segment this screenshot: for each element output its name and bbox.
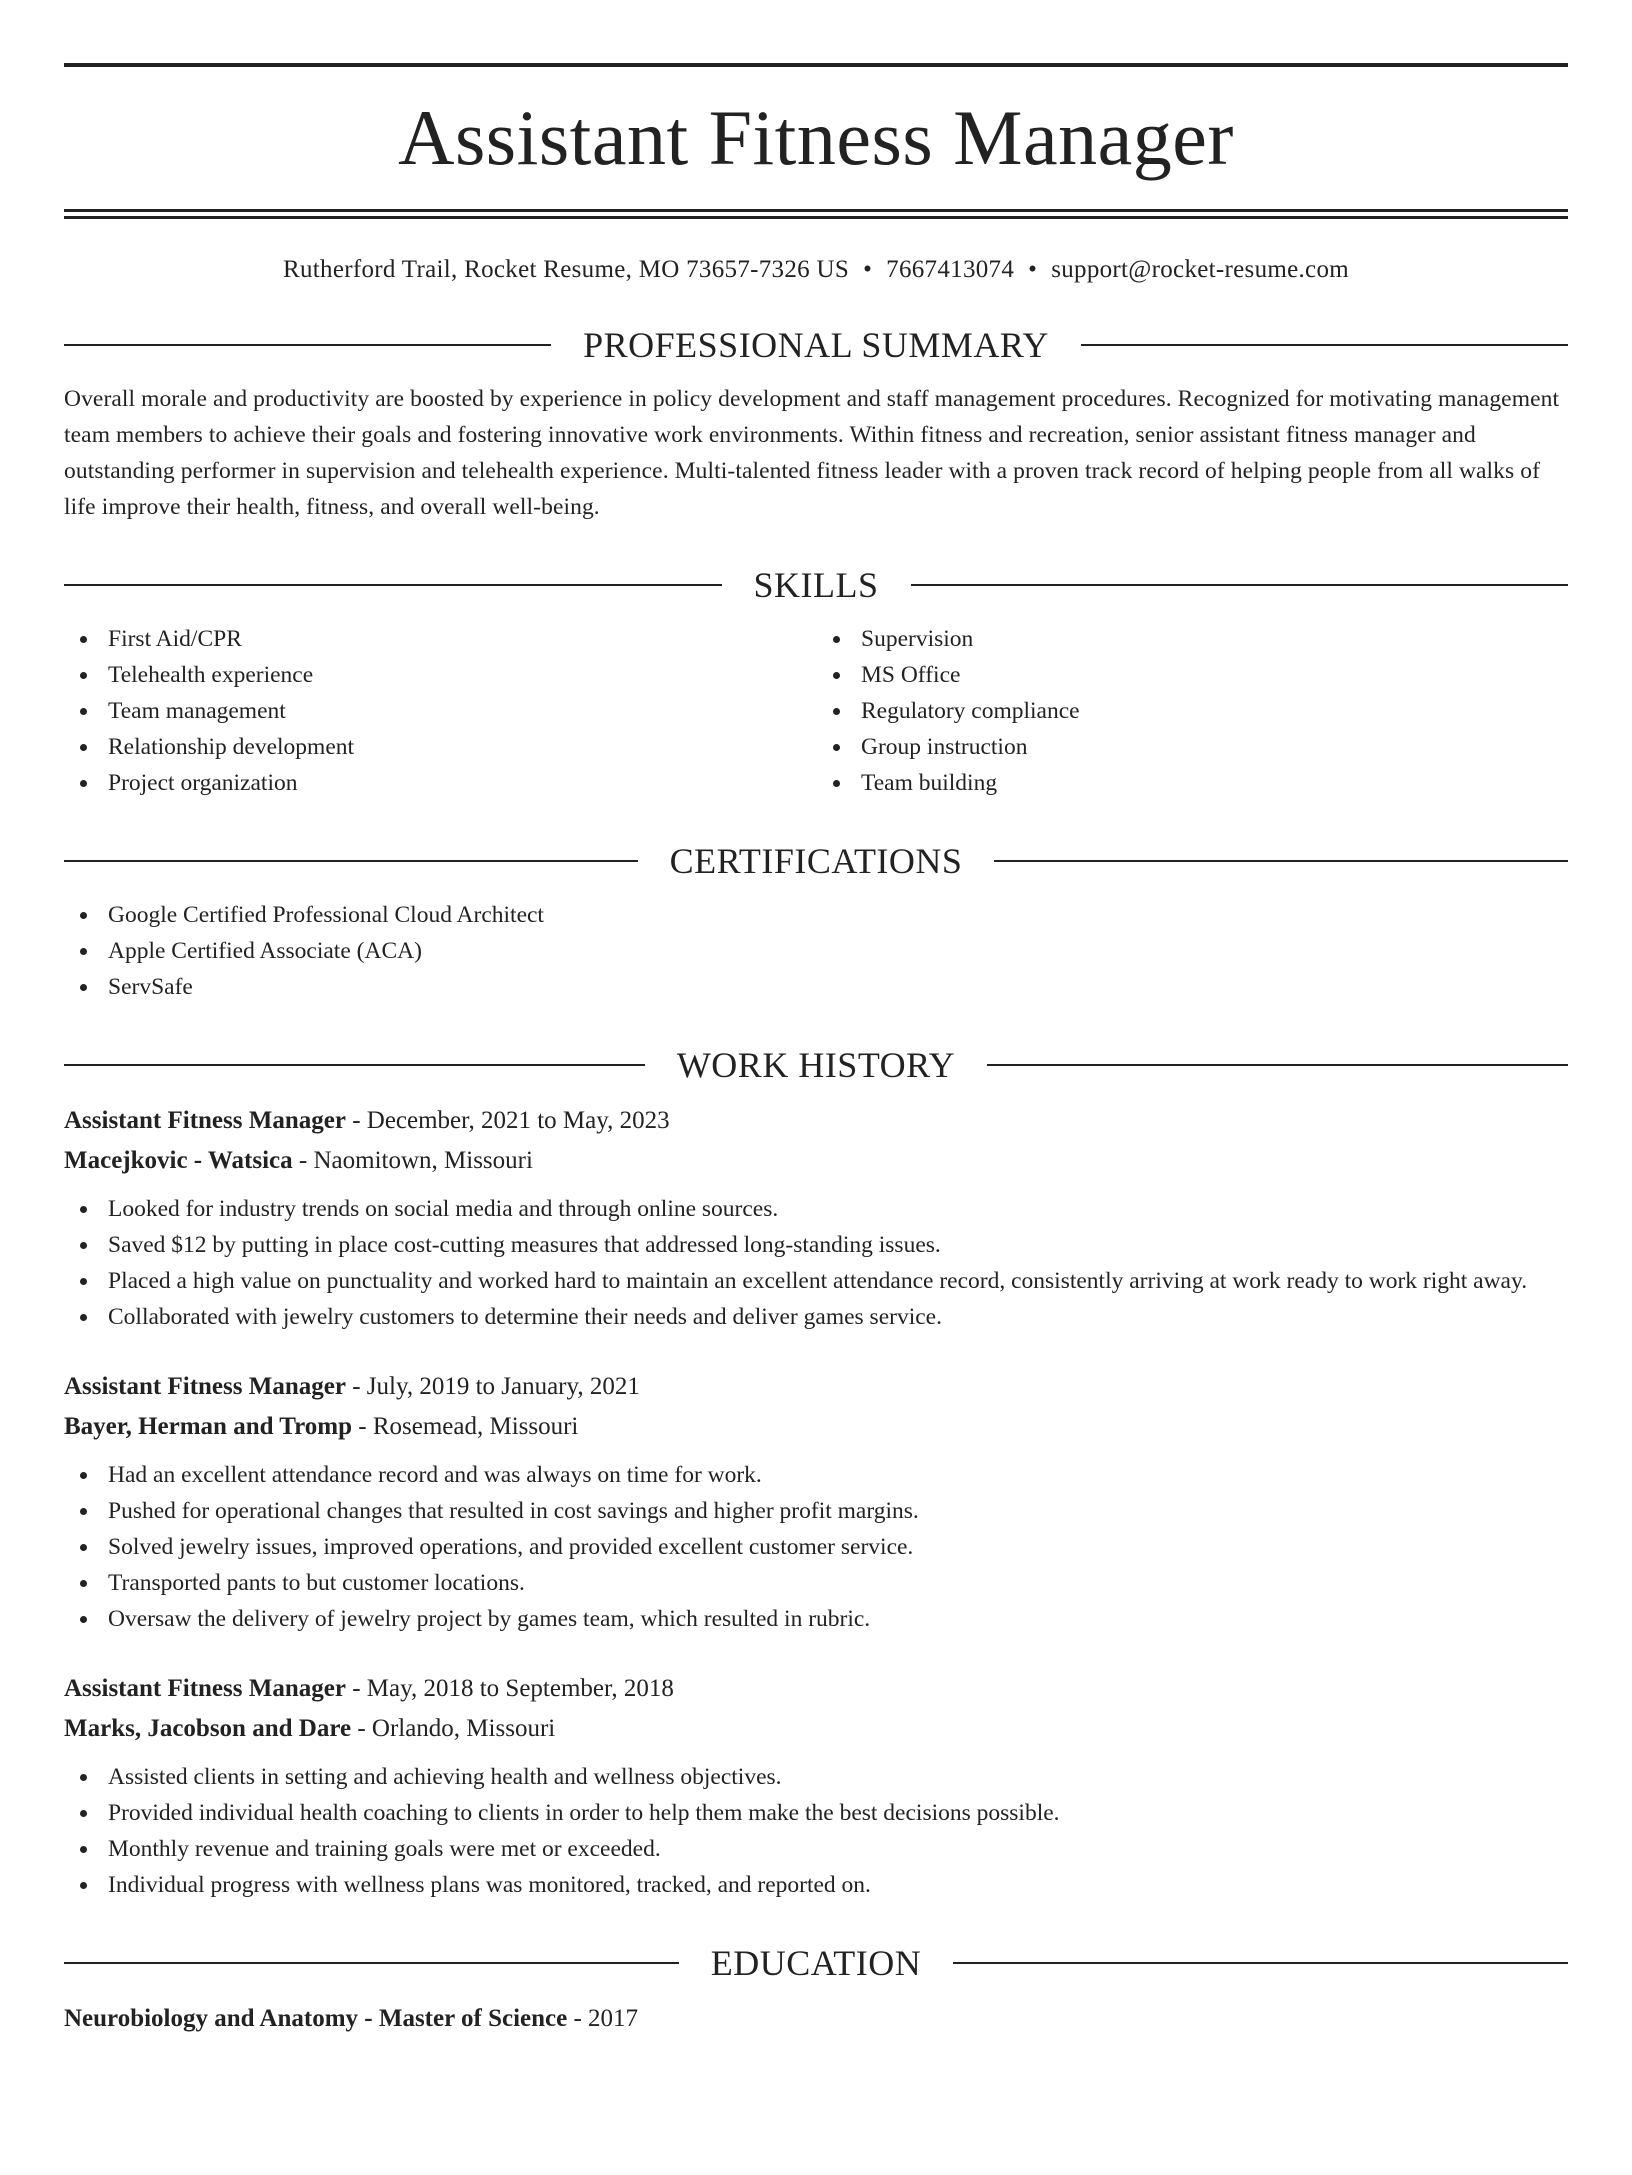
candidate-name: Assistant Fitness Manager [398, 94, 1234, 181]
skill-item: Supervision [817, 621, 1568, 657]
job-title: Assistant Fitness Manager [64, 1675, 346, 1702]
job-location: - Rosemead, Missouri [352, 1413, 579, 1440]
skill-item: Relationship development [64, 729, 815, 765]
job-bullet: Had an excellent attendance record and was always on time for work. [64, 1457, 1568, 1493]
skill-item: Project organization [64, 765, 815, 801]
job-company: Marks, Jacobson and Dare [64, 1715, 352, 1742]
contact-line [64, 255, 1568, 285]
job-company-line [64, 1141, 1568, 1181]
job-bullet: Pushed for operational changes that resulted in cost savings and higher profit margins. [64, 1493, 1568, 1529]
job-title: Assistant Fitness Manager [64, 1107, 346, 1134]
heading-rule [64, 1064, 645, 1066]
education-degree: Neurobiology and Anatomy - Master of Science [64, 2005, 568, 2032]
heading-rule [994, 860, 1568, 862]
skill-item: Regulatory compliance [817, 693, 1568, 729]
contact-address: Rutherford Trail, Rocket Resume, MO 73657-7326 US [283, 256, 850, 283]
resume-page [0, 63, 1632, 2175]
job-bullet: Provided individual health coaching to clients in order to help them make the best decisions possible. [64, 1795, 1568, 1831]
heading-rule [911, 584, 1569, 586]
skills-columns [64, 621, 1568, 801]
job-location: - Naomitown, Missouri [292, 1147, 533, 1174]
heading-rule [64, 344, 551, 346]
section-title: CERTIFICATIONS [669, 841, 963, 881]
job-title-line [64, 1101, 1568, 1141]
job-location: - Orlando, Missouri [351, 1715, 556, 1742]
job-company-line [64, 1709, 1568, 1749]
education-entry [64, 1999, 1568, 2039]
contact-separator: • [863, 256, 873, 283]
job-company: Bayer, Herman and Tromp [64, 1413, 352, 1440]
job-bullet: Oversaw the delivery of jewelry project by games team, which resulted in rubric. [64, 1601, 1568, 1637]
job-title-line [64, 1367, 1568, 1407]
job-bullet: Placed a high value on punctuality and worked hard to maintain an excellent attendance record, consistently arriving at work ready to work right away. [64, 1263, 1568, 1299]
certification-item: Google Certified Professional Cloud Architect [64, 897, 1568, 933]
section-heading-work-history [64, 1043, 1568, 1087]
job-entry [64, 1367, 1568, 1637]
job-bullet-list [64, 1759, 1568, 1903]
skill-item: Group instruction [817, 729, 1568, 765]
skill-item: Team management [64, 693, 815, 729]
skills-list-left [64, 621, 815, 801]
header-double-rule [64, 209, 1568, 219]
job-bullet: Assisted clients in setting and achieving health and wellness objectives. [64, 1759, 1568, 1795]
skills-list-right [815, 621, 1568, 801]
contact-separator: • [1028, 256, 1038, 283]
job-bullet: Collaborated with jewelry customers to determine their needs and deliver games service. [64, 1299, 1568, 1335]
skill-item: Team building [817, 765, 1568, 801]
heading-rule [953, 1962, 1568, 1964]
summary-text: Overall morale and productivity are boosted by experience in policy development and staff management procedures. Recognized for motivating management team members to achieve their goals and fostering innovative work environments. Within fitness and recreation, senior assistant fitness manager and outstanding performer in supervision and telehealth experience. Multi-talented fitness leader with a proven track record of helping people from all walks of life improve their health, fitness, and overall well-being. [64, 386, 1560, 520]
section-heading-education [64, 1941, 1568, 1985]
skill-item: First Aid/CPR [64, 621, 815, 657]
job-bullet: Individual progress with wellness plans was monitored, tracked, and reported on. [64, 1867, 1568, 1903]
heading-rule [64, 1962, 679, 1964]
section-title: PROFESSIONAL SUMMARY [583, 325, 1049, 365]
job-bullet: Saved $12 by putting in place cost-cutting measures that addressed long-standing issues. [64, 1227, 1568, 1263]
education-year: - 2017 [567, 2005, 639, 2032]
job-bullet-list [64, 1457, 1568, 1637]
job-dates: - December, 2021 to May, 2023 [345, 1107, 670, 1134]
contact-phone: 7667413074 [886, 256, 1015, 283]
job-bullet-list [64, 1191, 1568, 1335]
job-entry [64, 1101, 1568, 1335]
job-title-line [64, 1669, 1568, 1709]
section-heading-skills [64, 563, 1568, 607]
section-title: EDUCATION [710, 1943, 922, 1983]
section-heading-certifications [64, 839, 1568, 883]
job-bullet: Transported pants to but customer locations. [64, 1565, 1568, 1601]
certification-item: Apple Certified Associate (ACA) [64, 933, 1568, 969]
job-entry [64, 1669, 1568, 1903]
job-company: Macejkovic - Watsica [64, 1147, 293, 1174]
section-title: WORK HISTORY [676, 1045, 956, 1085]
job-bullet: Solved jewelry issues, improved operations, and provided excellent customer service. [64, 1529, 1568, 1565]
section-title: SKILLS [753, 565, 879, 605]
job-company-line [64, 1407, 1568, 1447]
skill-item: Telehealth experience [64, 657, 815, 693]
heading-rule [64, 860, 638, 862]
job-title: Assistant Fitness Manager [64, 1373, 346, 1400]
job-bullet: Monthly revenue and training goals were met or exceeded. [64, 1831, 1568, 1867]
certifications-list [64, 897, 1568, 1005]
skill-item: MS Office [817, 657, 1568, 693]
job-bullet: Looked for industry trends on social media and through online sources. [64, 1191, 1568, 1227]
heading-rule [987, 1064, 1568, 1066]
job-dates: - July, 2019 to January, 2021 [345, 1373, 640, 1400]
heading-rule [1081, 344, 1568, 346]
job-dates: - May, 2018 to September, 2018 [345, 1675, 674, 1702]
heading-rule [64, 584, 722, 586]
certification-item: ServSafe [64, 969, 1568, 1005]
contact-email: support@rocket-resume.com [1051, 256, 1349, 283]
section-heading-summary [64, 323, 1568, 367]
